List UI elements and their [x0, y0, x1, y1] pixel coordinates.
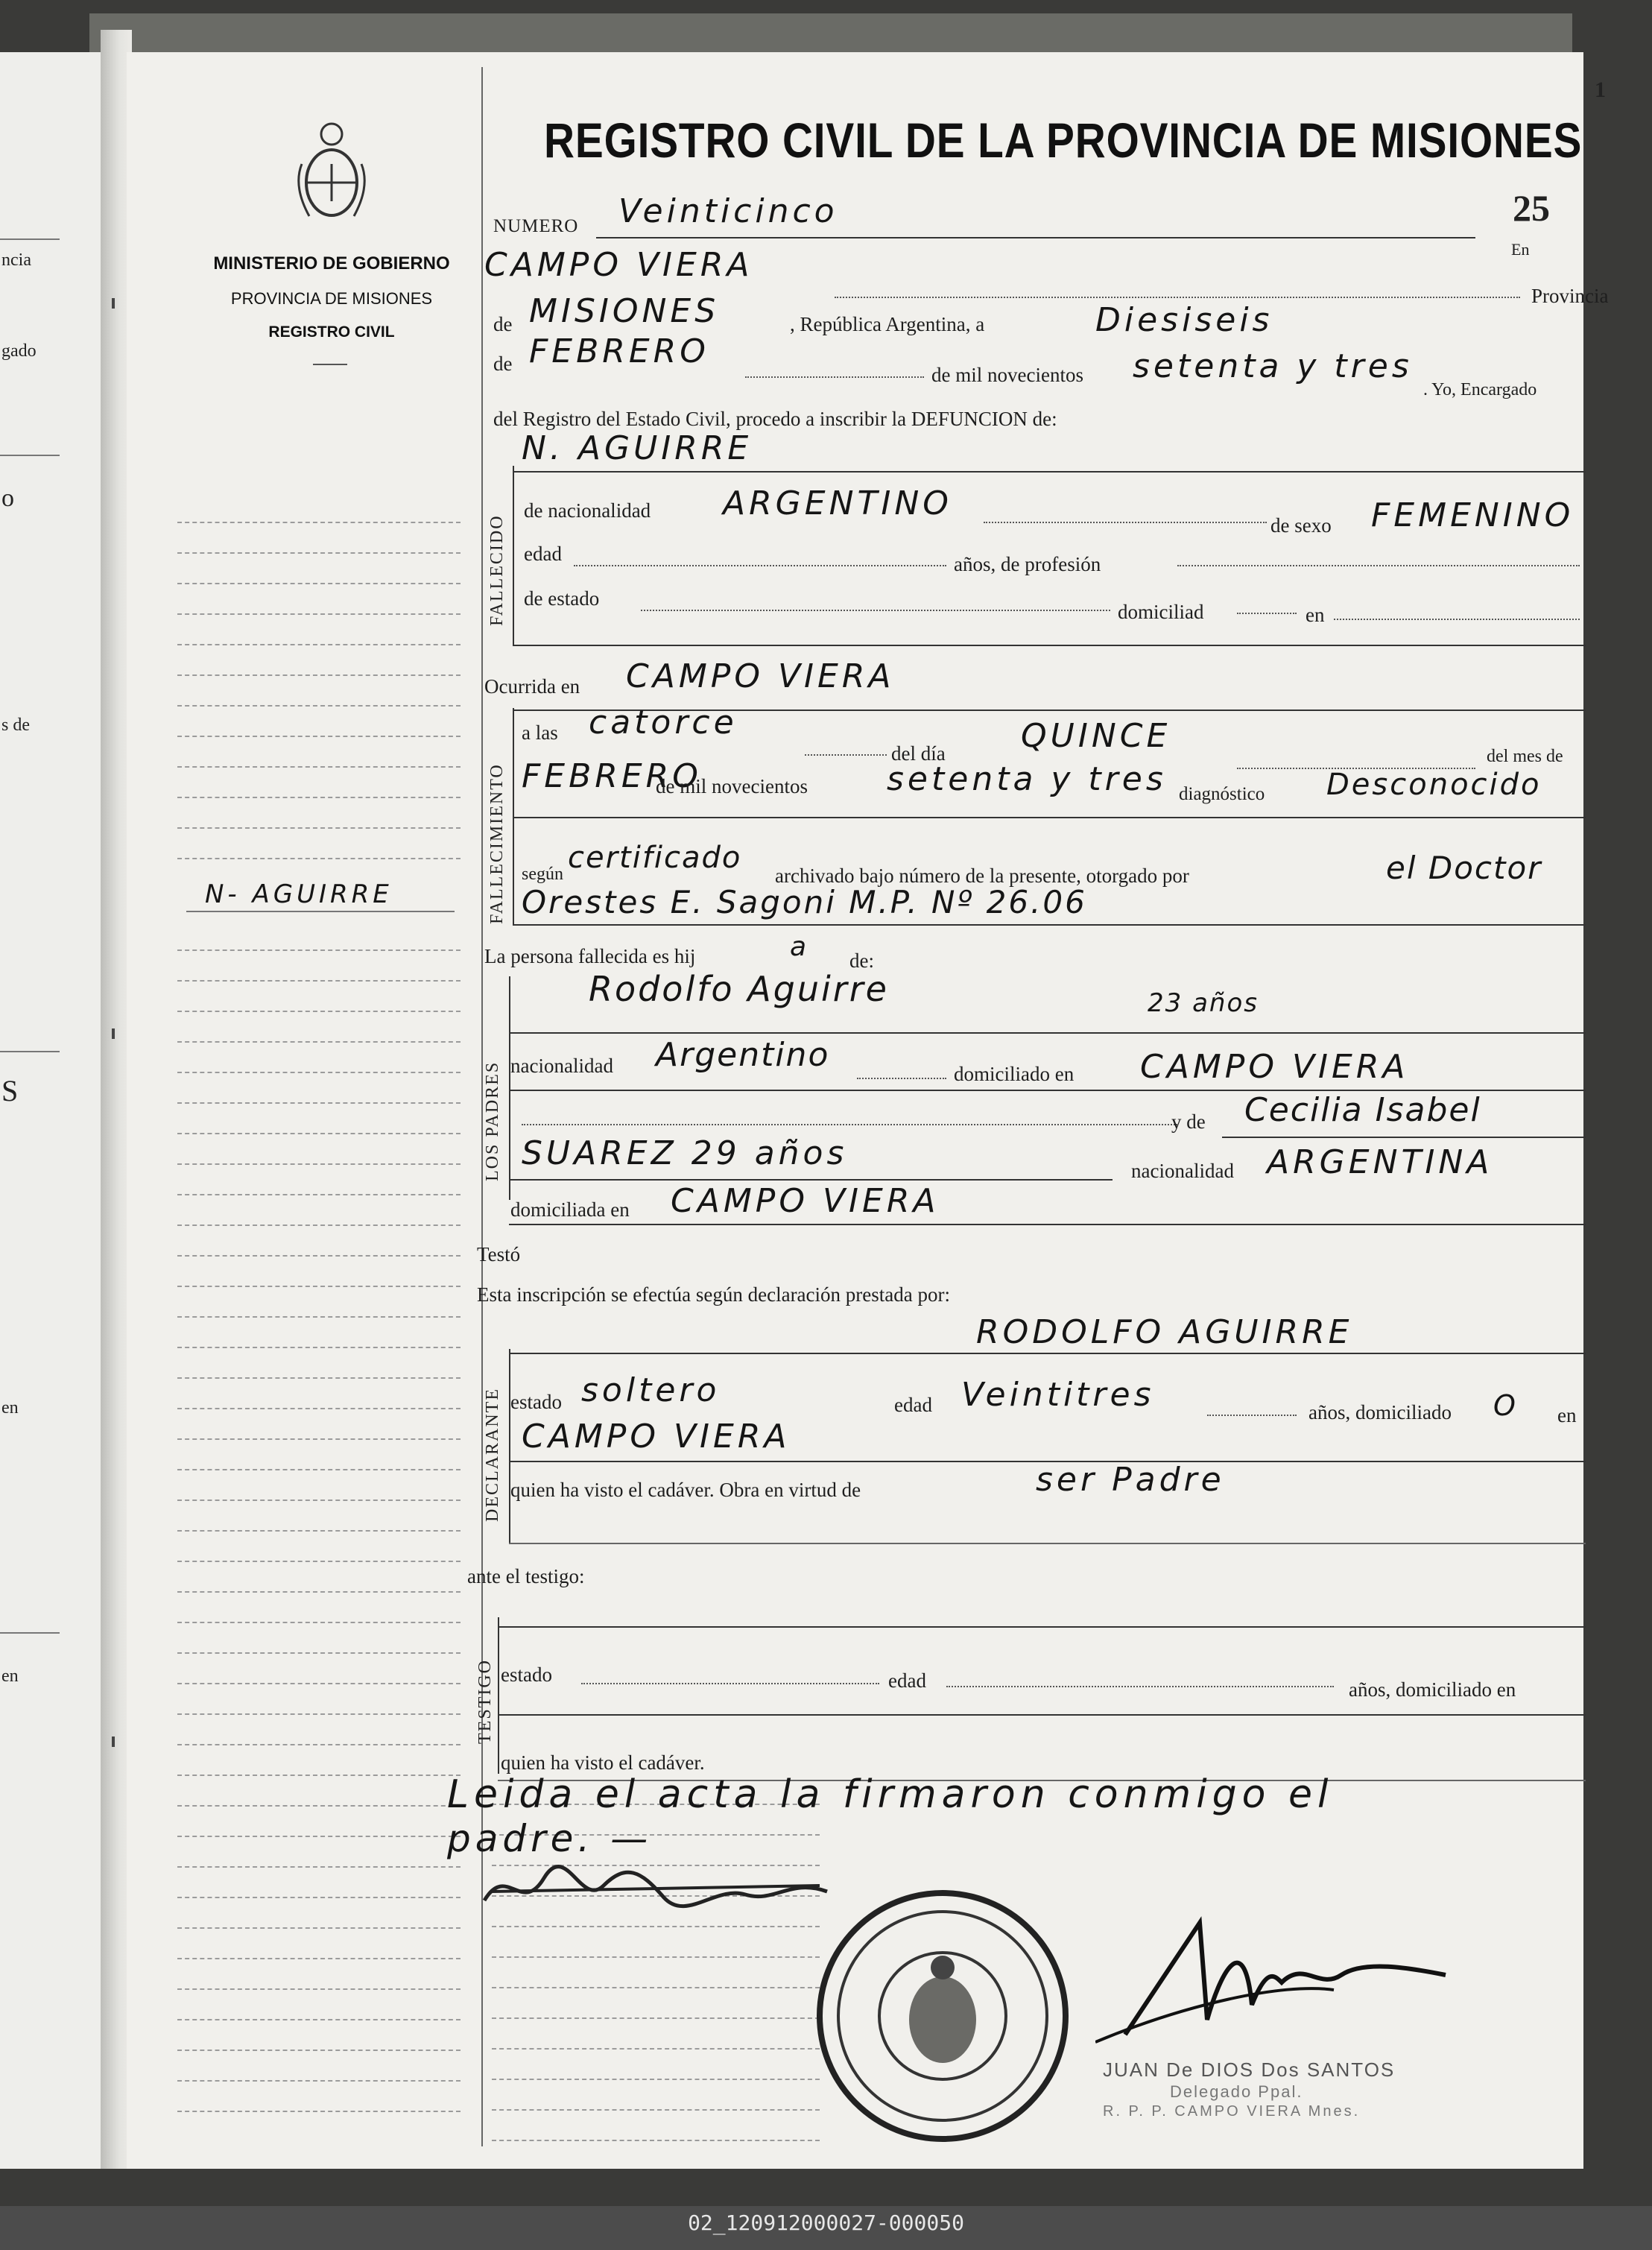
segun-label: según	[522, 865, 563, 884]
margin-rule	[177, 1530, 461, 1532]
margin-rule	[177, 1316, 461, 1318]
margin-rule	[177, 1011, 461, 1012]
provincia-value: MISIONES	[529, 292, 720, 330]
side-label-fallecimiento: FALLECIMIENTO	[487, 763, 507, 924]
margin-rule	[177, 1836, 461, 1837]
nacionalidad-label: de nacionalidad	[524, 499, 651, 522]
edad-label: edad	[524, 543, 562, 565]
margin-rule	[177, 644, 461, 645]
margin-rule	[177, 1958, 461, 1959]
numero-label: NUMERO	[493, 216, 579, 236]
margin-rule	[177, 1255, 461, 1257]
official-signature-icon	[1095, 1900, 1453, 2050]
anio-fallec-value: setenta y tres	[887, 760, 1167, 798]
side-label-padres: LOS PADRES	[483, 1061, 502, 1181]
official-place: R. P. P. CAMPO VIERA Mnes.	[1103, 2103, 1361, 2120]
republica-label: , República Argentina, a	[790, 313, 985, 335]
image-caption: 02_120912000027-000050	[688, 2211, 964, 2235]
margin-rule	[177, 1224, 461, 1226]
provincia-label: Provincia	[1531, 285, 1609, 307]
margin-rule	[177, 1469, 461, 1470]
margin-rule	[177, 1897, 461, 1898]
declarante-domicilio-mark: O	[1493, 1389, 1519, 1422]
de-mil-label-2: de mil novecientos	[656, 775, 808, 797]
quien-visto-label-2: quien ha visto el cadáver.	[501, 1751, 705, 1774]
province-name: PROVINCIA DE MISIONES	[230, 289, 433, 308]
de-estado-label: de estado	[524, 587, 600, 610]
otorgado-por-value: el Doctor	[1386, 850, 1542, 886]
margin-rule	[177, 1622, 461, 1623]
anos-profesion-label: años, de profesión	[954, 553, 1101, 575]
archivado-label: archivado bajo número de la presente, otorgado por	[775, 865, 1189, 887]
segun-value: certificado	[568, 841, 742, 875]
mes-fallec-value: FEBRERO	[522, 757, 702, 795]
madre-domicilio-value: CAMPO VIERA	[671, 1182, 940, 1220]
margin-rule	[177, 1072, 461, 1073]
nacionalidad-label-2: nacionalidad	[510, 1055, 613, 1077]
margin-rule	[177, 1775, 461, 1776]
margin-rule	[177, 1194, 461, 1195]
margin-rule	[177, 705, 461, 707]
ocurrida-label: Ocurrida en	[484, 675, 580, 698]
official-seal-icon	[812, 1886, 1073, 2146]
margin-rule	[177, 1713, 461, 1715]
margin-rule	[177, 1347, 461, 1348]
left-fragment: ncia	[1, 250, 31, 270]
margin-rule	[177, 1377, 461, 1379]
del-dia-label: del día	[891, 742, 946, 765]
margin-rule	[177, 1163, 461, 1165]
hij-letter: a	[790, 932, 811, 962]
mes-value: FEBRERO	[529, 332, 709, 370]
margin-rule	[177, 583, 461, 584]
declarante-domicilio-value: CAMPO VIERA	[522, 1418, 791, 1456]
left-fragment: gado	[1, 341, 37, 361]
yo-encargado-label: . Yo, Encargado	[1423, 380, 1537, 399]
closing-line-2: padre. —	[447, 1817, 653, 1860]
declarant-signature-icon	[477, 1856, 835, 1923]
padre-value: Rodolfo Aguirre	[589, 969, 889, 1009]
testo-label: Testó	[477, 1243, 521, 1265]
margin-rule	[177, 1286, 461, 1287]
nacionalidad-value: ARGENTINO	[723, 484, 952, 522]
declarante-estado-value: soltero	[581, 1371, 721, 1409]
margin-deceased-name: N- AGUIRRE	[205, 879, 393, 909]
diagnostico-value: Desconocido	[1326, 768, 1542, 802]
inscripcion-label: Esta inscripción se efectúa según declaración prestada por:	[477, 1283, 950, 1306]
margin-rule	[177, 1408, 461, 1409]
ministry-name: MINISTERIO DE GOBIERNO	[213, 253, 450, 274]
diagnostico-label: diagnóstico	[1179, 784, 1265, 804]
page-rule	[492, 2017, 820, 2019]
estado-label: estado	[510, 1391, 562, 1413]
side-label-fallecido: FALLECIDO	[487, 514, 507, 626]
margin-rule	[177, 1744, 461, 1745]
domiciliado-en-label: domiciliado en	[954, 1063, 1075, 1085]
side-label-declarante: DECLARANTE	[483, 1388, 502, 1522]
lugar-value: CAMPO VIERA	[484, 246, 753, 284]
page-rule	[492, 2109, 820, 2111]
margin-rule	[177, 797, 461, 798]
margin-rule	[177, 1683, 461, 1684]
edad-label-2: edad	[894, 1394, 932, 1416]
argentina-coat-of-arms-icon	[287, 112, 376, 231]
padre-edad-value: 23 años	[1148, 988, 1259, 1018]
margin-rule	[177, 1866, 461, 1868]
declarante-edad-value: Veintitres	[961, 1376, 1155, 1414]
estado-label-2: estado	[501, 1663, 552, 1686]
margin-rule	[177, 1652, 461, 1654]
margin-rule	[177, 827, 461, 829]
anos-domiciliado-label-2: años, domiciliado en	[1349, 1678, 1516, 1701]
page-rule	[492, 1987, 820, 1988]
page-number: 25	[1513, 187, 1550, 229]
sexo-value: FEMENINO	[1371, 496, 1575, 534]
margin-rule	[177, 1102, 461, 1104]
quien-visto-label: quien ha visto el cadáver. Obra en virtud de	[510, 1479, 861, 1501]
corner-mark: 1	[1595, 78, 1606, 102]
left-fragment: S	[1, 1074, 19, 1107]
official-role: Delegado Ppal.	[1170, 2082, 1303, 2101]
margin-rule	[177, 613, 461, 615]
y-de-label: y de	[1171, 1110, 1206, 1133]
margin-rule	[177, 1438, 461, 1440]
left-fragment: en	[1, 1666, 19, 1686]
page-title: REGISTRO CIVIL DE LA PROVINCIA DE MISIONES	[544, 113, 1583, 168]
de-mil-label: de mil novecientos	[931, 364, 1083, 386]
persona-hij-label: La persona fallecida es hij	[484, 945, 696, 967]
margin-rule	[177, 1927, 461, 1929]
del-mes-label: del mes de	[1487, 747, 1563, 766]
domiciliada-en-label: domiciliada en	[510, 1198, 630, 1221]
side-label-testigo: TESTIGO	[475, 1659, 495, 1744]
dia-value: Diesiseis	[1095, 301, 1273, 339]
en-label-3: en	[1557, 1404, 1577, 1426]
anos-domiciliado-label: años, domiciliado	[1308, 1401, 1452, 1423]
page-rule	[492, 1926, 820, 1927]
margin-rule	[177, 1805, 461, 1807]
margin-rule	[177, 674, 461, 676]
domiciliado-label: domiciliad	[1118, 601, 1204, 623]
margin-rule	[177, 980, 461, 982]
margin-rule	[177, 736, 461, 737]
margin-rule	[177, 1591, 461, 1593]
margin-rule	[177, 2050, 461, 2051]
margin-rule	[177, 2111, 461, 2112]
madre-value: Cecilia Isabel	[1244, 1091, 1481, 1129]
obra-virtud-value: ser Padre	[1036, 1461, 1225, 1499]
de-sexo-label: de sexo	[1270, 514, 1332, 537]
margin-rule	[177, 858, 461, 859]
office-name: REGISTRO CIVIL	[268, 323, 395, 341]
margin-rule	[177, 766, 461, 768]
page-rule	[492, 2079, 820, 2080]
madre-nacionalidad-value: ARGENTINA	[1267, 1143, 1493, 1181]
padre-nacionalidad-value: Argentino	[656, 1036, 830, 1074]
ocurrida-value: CAMPO VIERA	[626, 657, 895, 695]
numero-value: Veinticinco	[618, 192, 838, 230]
margin-rule	[177, 949, 461, 951]
madre-apellido-value: SUAREZ 29 años	[522, 1134, 848, 1172]
de-label: de	[493, 313, 513, 335]
left-fragment: s de	[1, 715, 30, 735]
del-registro-label: del Registro del Estado Civil, procedo a inscribir la DEFUNCION de:	[493, 408, 1057, 430]
margin-rule	[177, 2080, 461, 2082]
nombre-value: N. AGUIRRE	[522, 429, 753, 467]
left-page	[0, 52, 101, 2169]
page-rule	[492, 1956, 820, 1958]
doctor-value: Orestes E. Sagoni M.P. Nº 26.06	[522, 884, 1087, 920]
margin-rule	[177, 1133, 461, 1134]
margin-rule	[177, 1041, 461, 1043]
declarante-value: RODOLFO AGUIRRE	[976, 1313, 1353, 1351]
margin-rule	[177, 1561, 461, 1562]
a-las-label: a las	[522, 721, 558, 744]
margin-rule	[177, 552, 461, 554]
margin-rule	[177, 522, 461, 523]
margin-rule	[177, 1988, 461, 1990]
left-fragment: o	[1, 484, 14, 512]
dia-fallec-value: QUINCE	[1021, 717, 1171, 755]
left-fragment: en	[1, 1398, 19, 1418]
ante-testigo-label: ante el testigo:	[467, 1565, 585, 1587]
page-rule	[492, 2140, 820, 2141]
en-label-2: en	[1306, 604, 1325, 626]
closing-line-1: Leida el acta la firmaron conmigo el	[447, 1772, 1334, 1817]
page-rule	[492, 2048, 820, 2050]
en-label: En	[1511, 240, 1530, 259]
padre-domicilio-value: CAMPO VIERA	[1140, 1048, 1409, 1086]
de-colon-label: de:	[849, 949, 874, 972]
de-label-2: de	[493, 353, 513, 375]
hora-value: catorce	[589, 704, 738, 742]
margin-rule	[177, 2019, 461, 2020]
edad-label-3: edad	[888, 1669, 926, 1692]
official-name: JUAN De DIOS Dos SANTOS	[1103, 2058, 1396, 2081]
margin-rule	[177, 1500, 461, 1501]
anio-value: setenta y tres	[1133, 347, 1413, 385]
nacionalidad-label-3: nacionalidad	[1131, 1160, 1234, 1182]
